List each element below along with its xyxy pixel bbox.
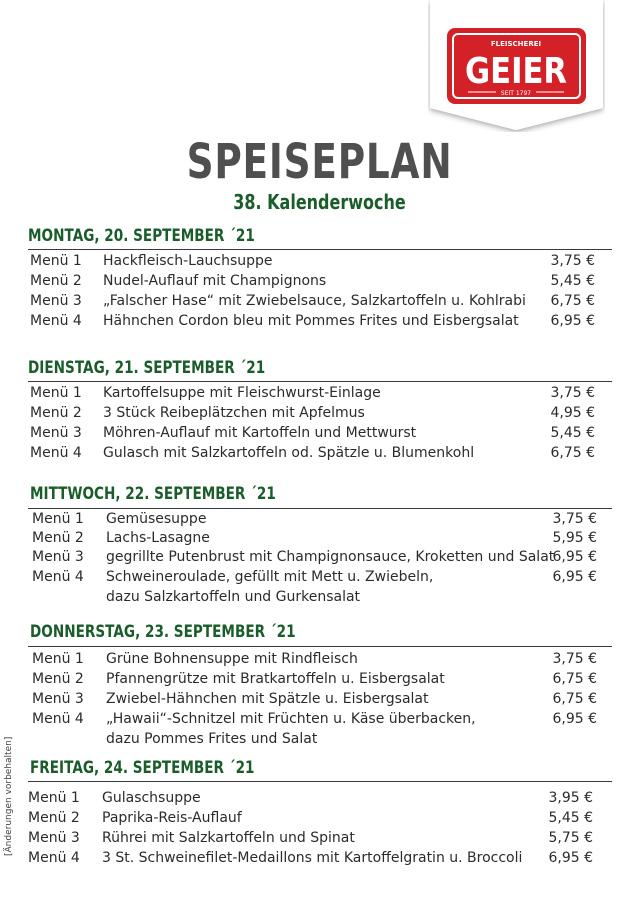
menu-row xyxy=(0,443,639,463)
menu-label: Menü 3 xyxy=(30,425,82,441)
menu-row xyxy=(0,291,639,311)
day-heading: DONNERSTAG, 23. SEPTEMBER ´21 xyxy=(30,622,296,642)
menu-label: Menü 4 xyxy=(32,569,84,585)
menu-label: Menü 1 xyxy=(32,511,84,527)
menu-row xyxy=(0,808,639,828)
menu-row xyxy=(0,423,639,443)
menu-dish: Gulaschsuppe xyxy=(102,790,201,806)
menu-row xyxy=(0,669,639,689)
menu-label: Menü 3 xyxy=(28,830,80,846)
menu-row xyxy=(0,528,639,548)
day-heading: FREITAG, 24. SEPTEMBER ´21 xyxy=(30,758,255,778)
menu-label: Menü 4 xyxy=(30,313,82,329)
menu-label: Menü 3 xyxy=(32,549,84,565)
menu-price: 6,75 € xyxy=(550,445,595,461)
menu-row xyxy=(0,383,639,403)
logo-top-text: FLEISCHEREI xyxy=(490,40,542,48)
menu-dish: Gemüsesuppe xyxy=(106,511,207,527)
day-heading: MITTWOCH, 22. SEPTEMBER ´21 xyxy=(30,484,276,504)
menu-price: 3,75 € xyxy=(552,651,597,667)
menu-price: 4,95 € xyxy=(550,405,595,421)
menu-label: Menü 3 xyxy=(32,691,84,707)
logo-brand: GEIER xyxy=(465,51,567,92)
menu-label: Menü 4 xyxy=(32,711,84,727)
divider xyxy=(28,249,612,250)
menu-price: 6,75 € xyxy=(552,671,597,687)
menu-price: 3,75 € xyxy=(550,253,595,269)
side-note: [Änderungen vorbehalten] xyxy=(4,736,14,856)
day-heading: DIENSTAG, 21. SEPTEMBER ´21 xyxy=(28,358,266,378)
menu-price: 6,95 € xyxy=(552,711,597,727)
menu-label: Menü 2 xyxy=(32,530,84,546)
menu-price: 6,75 € xyxy=(552,691,597,707)
menu-price: 3,75 € xyxy=(550,385,595,401)
logo-badge xyxy=(428,0,605,132)
menu-row xyxy=(0,271,639,291)
menu-price: 5,95 € xyxy=(552,530,597,546)
menu-price: 3,95 € xyxy=(548,790,593,806)
menu-label: Menü 1 xyxy=(28,790,80,806)
menu-row xyxy=(0,848,639,868)
menu-dish: gegrillte Putenbrust mit Champignonsauce, Kroketten und Salat xyxy=(106,549,555,565)
logo-since: SEIT 1797 xyxy=(500,90,532,97)
menu-row xyxy=(0,403,639,423)
menu-dish-continued: dazu Pommes Frites und Salat xyxy=(106,731,318,747)
menu-price: 5,45 € xyxy=(548,810,593,826)
menu-label: Menü 1 xyxy=(30,385,82,401)
menu-price: 6,95 € xyxy=(548,850,593,866)
menu-label: Menü 1 xyxy=(30,253,82,269)
menu-row xyxy=(0,567,639,587)
menu-label: Menü 1 xyxy=(32,651,84,667)
menu-price: 5,75 € xyxy=(548,830,593,846)
divider xyxy=(28,381,612,382)
menu-label: Menü 2 xyxy=(30,405,82,421)
divider xyxy=(28,781,612,782)
day-heading: MONTAG, 20. SEPTEMBER ´21 xyxy=(28,226,255,246)
menu-label: Menü 4 xyxy=(30,445,82,461)
menu-dish: 3 St. Schweinefilet-Medaillons mit Kartoffelgratin u. Broccoli xyxy=(102,850,523,866)
menu-row xyxy=(0,828,639,848)
divider xyxy=(28,646,612,647)
menu-dish-continued: dazu Salzkartoffeln und Gurkensalat xyxy=(106,589,361,605)
menu-row xyxy=(0,649,639,669)
menu-dish: „Hawaii“-Schnitzel mit Früchten u. Käse überbacken, xyxy=(106,711,476,727)
menu-dish: Möhren-Auflauf mit Kartoffeln und Mettwurst xyxy=(103,425,417,441)
menu-dish: Schweineroulade, gefüllt mit Mett u. Zwiebeln, xyxy=(106,569,434,585)
menu-dish: Gulasch mit Salzkartoffeln od. Spätzle u. Blumenkohl xyxy=(103,445,475,461)
menu-dish: 3 Stück Reibeplätzchen mit Apfelmus xyxy=(103,405,365,421)
menu-dish: Rührei mit Salzkartoffeln und Spinat xyxy=(102,830,355,846)
menu-dish: Pfannengrütze mit Bratkartoffeln u. Eisbergsalat xyxy=(106,671,445,687)
menu-label: Menü 2 xyxy=(28,810,80,826)
menu-price: 5,45 € xyxy=(550,273,595,289)
menu-price: 3,75 € xyxy=(552,511,597,527)
menu-dish: Hackfleisch-Lauchsuppe xyxy=(103,253,273,269)
menu-label: Menü 4 xyxy=(28,850,80,866)
menu-row xyxy=(0,251,639,271)
menu-label: Menü 2 xyxy=(30,273,82,289)
menu-dish: Kartoffelsuppe mit Fleischwurst-Einlage xyxy=(103,385,381,401)
menu-price: 6,95 € xyxy=(552,549,597,565)
menu-dish: Nudel-Auflauf mit Champignons xyxy=(103,273,327,289)
week-subtitle: 38. Kalenderwoche xyxy=(233,190,406,214)
menu-row xyxy=(0,311,639,331)
menu-price: 5,45 € xyxy=(550,425,595,441)
menu-label: Menü 3 xyxy=(30,293,82,309)
menu-price: 6,95 € xyxy=(550,313,595,329)
menu-row xyxy=(0,709,639,729)
menu-dish: Paprika-Reis-Auflauf xyxy=(102,810,242,826)
menu-dish: Hähnchen Cordon bleu mit Pommes Frites und Eisbergsalat xyxy=(103,313,519,329)
menu-price: 6,95 € xyxy=(552,569,597,585)
menu-dish: „Falscher Hase“ mit Zwiebelsauce, Salzkartoffeln u. Kohlrabi xyxy=(103,293,526,309)
page-title: SPEISEPLAN xyxy=(186,134,453,190)
menu-dish: Grüne Bohnensuppe mit Rindfleisch xyxy=(106,651,358,667)
menu-row xyxy=(0,788,639,808)
menu-row xyxy=(0,509,639,529)
menu-dish: Zwiebel-Hähnchen mit Spätzle u. Eisbergsalat xyxy=(106,691,429,707)
menu-row xyxy=(0,689,639,709)
menu-price: 6,75 € xyxy=(550,293,595,309)
menu-label: Menü 2 xyxy=(32,671,84,687)
menu-dish: Lachs-Lasagne xyxy=(106,530,210,546)
menu-row xyxy=(0,547,639,567)
